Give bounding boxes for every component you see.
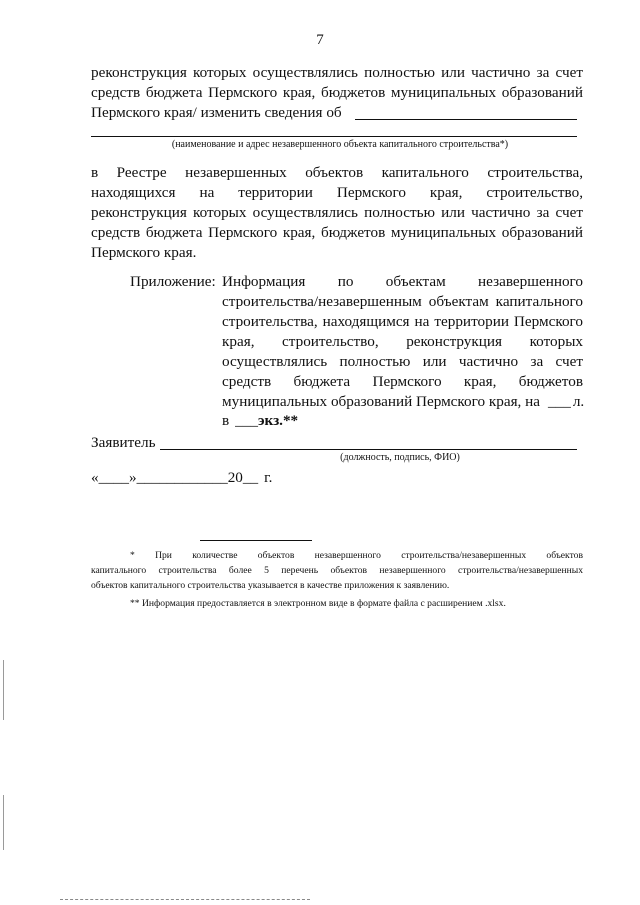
footnote-1-line-3: объектов капитального строительства указывается в качестве приложения к заявлению. <box>91 580 450 591</box>
object-name-blank-2[interactable] <box>91 136 577 137</box>
attachment-line-8 <box>222 411 298 431</box>
attachment-line-7 <box>222 392 584 412</box>
object-name-blank-1[interactable] <box>355 119 577 120</box>
date-line <box>91 468 272 488</box>
applicant-caption: (должность, подпись, ФИО) <box>340 452 460 463</box>
attachment-copies-blank[interactable]: ___ <box>235 412 258 429</box>
object-caption: (наименование и адрес незавершенного объекта капитального строительства*) <box>171 139 509 150</box>
attachment-line-2: строительства/незавершенным объектам капитального <box>222 293 583 310</box>
attachment-pages-unit: л. <box>572 393 585 410</box>
registry-line-3: реконструкция которых осуществлялись полностью или частично за счет <box>91 204 583 221</box>
scan-edge-mark <box>3 795 4 850</box>
page-number: 7 <box>316 32 324 48</box>
date-year-prefix: 20 <box>227 469 243 486</box>
registry-line-2: находящихся на территории Пермского края, строительство, <box>91 184 583 201</box>
date-year-blank[interactable]: __ <box>242 469 259 486</box>
scan-edge-mark <box>3 660 4 720</box>
attachment-line-7-text: муниципальных образований Пермского края, на <box>222 393 541 410</box>
intro-line-3-text: Пермского края/ изменить сведения об <box>91 104 342 121</box>
date-close-quote: » <box>128 469 137 486</box>
attachment-label: Приложение: <box>130 273 216 290</box>
attachment-line-1: Информация по объектам незавершенного <box>222 273 583 290</box>
registry-line-4: средств бюджета Пермского края, бюджетов муниципальных образований <box>91 224 583 241</box>
attachment-line-3: строительства, находящимся на территории Пермского <box>222 313 583 330</box>
attachment-line-6: средств бюджета Пермского края, бюджетов <box>222 373 583 390</box>
date-month-blank[interactable]: ____________ <box>136 469 228 486</box>
intro-line-3 <box>91 103 342 123</box>
attachment-pages-blank[interactable]: ___ <box>548 393 571 410</box>
scan-bottom-mark <box>60 899 310 900</box>
attachment-copies-unit: экз.** <box>257 412 299 429</box>
intro-line-1: реконструкция которых осуществлялись полностью или частично за счет <box>91 64 583 81</box>
applicant-label: Заявитель <box>91 434 156 451</box>
date-year-suffix: г. <box>264 469 273 486</box>
date-open-quote: « <box>91 469 99 486</box>
registry-line-5: Пермского края. <box>91 244 197 261</box>
attachment-line-4: края, строительство, реконструкция которых <box>222 333 583 350</box>
footnote-1-line-1: * При количестве объектов незавершенного строительства/незавершенных объектов <box>130 550 583 561</box>
date-day-blank[interactable]: ____ <box>98 469 129 486</box>
footnote-separator <box>200 540 312 541</box>
intro-line-2: средств бюджета Пермского края, бюджетов муниципальных образований <box>91 84 583 101</box>
registry-line-1: в Реестре незавершенных объектов капитального строительства, <box>91 164 583 181</box>
applicant-signature-line[interactable] <box>160 449 577 450</box>
attachment-line-5: осуществлялись полностью или частично за счет <box>222 353 583 370</box>
attachment-copies-prefix: в <box>222 412 230 429</box>
footnote-1-line-2: капитального строительства более 5 перечень объектов незавершенного строительства/незавершенных <box>91 565 583 576</box>
footnote-2: ** Информация предоставляется в электронном виде в формате файла с расширением .xlsx. <box>130 598 506 609</box>
